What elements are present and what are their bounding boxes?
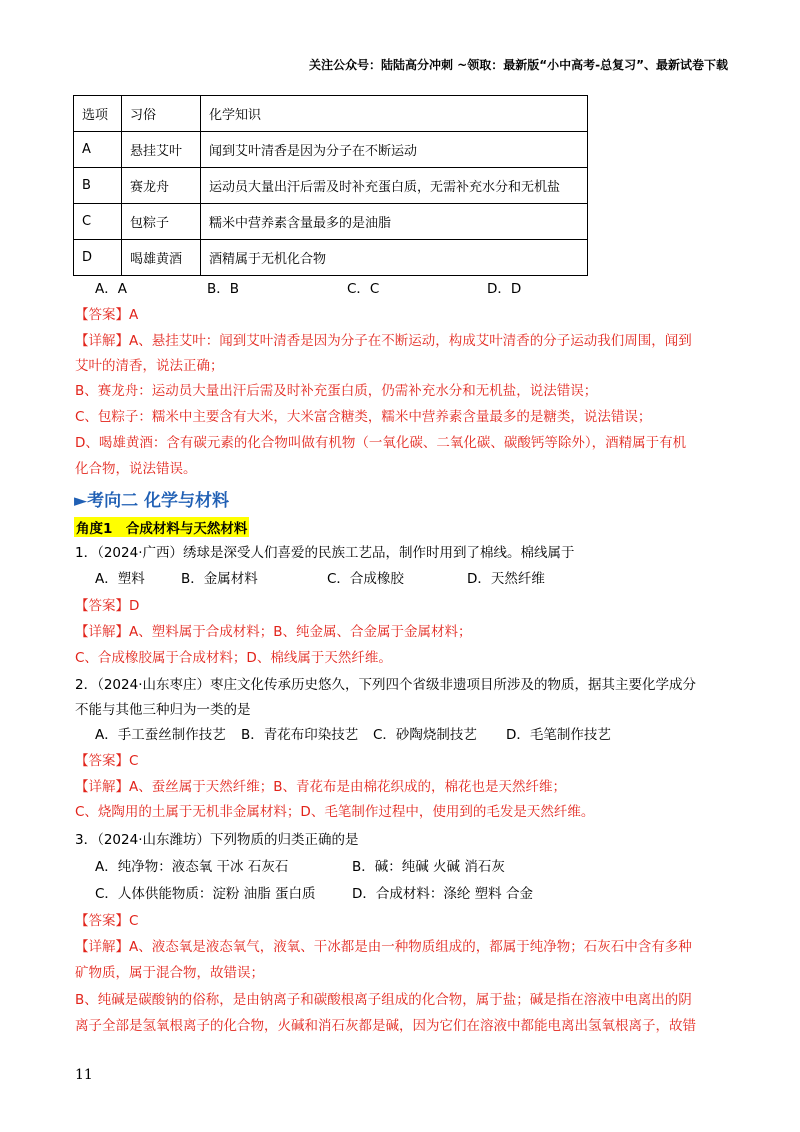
option-b: B．青花布印染技艺 (241, 727, 359, 743)
q0-options (95, 279, 521, 299)
q3-detail-line: 【详解】A、液态氧是液态氧气，液氧、干冰都是由一种物质组成的，都属于纯净物；石灰石中含有多种 (75, 939, 692, 955)
table-cell: 习俗 (122, 96, 201, 132)
table-cell: 闻到艾叶清香是因为分子在不断运动 (201, 132, 588, 168)
q1-detail-line: C、合成橡胶属于合成材料；D、棉线属于天然纤维。 (75, 650, 392, 666)
table-cell: 包粽子 (122, 204, 201, 240)
option-c: C．合成橡胶 (327, 571, 404, 587)
table-cell: C (74, 204, 122, 240)
table-row (74, 204, 588, 240)
option-d: D．合成材料：涤纶 塑料 合金 (352, 886, 533, 902)
q0-detail-line: B、赛龙舟：运动员大量出汗后需及时补充蛋白质，仍需补充水分和无机盐，说法错误； (75, 383, 598, 399)
table-cell: D (74, 240, 122, 276)
option-c: C．C (347, 281, 380, 297)
option-b: B．B (207, 281, 240, 297)
page-number: 11 (75, 1067, 93, 1083)
table-cell: 糯米中营养素含量最多的是油脂 (201, 204, 588, 240)
table-row (74, 168, 588, 204)
table-cell: 喝雄黄酒 (122, 240, 201, 276)
q2-detail-line: 【详解】A、蚕丝属于天然纤维；B、青花布是由棉花织成的，棉花也是天然纤维； (75, 779, 566, 795)
option-d: D．D (487, 281, 522, 297)
option-b: B．金属材料 (181, 571, 258, 587)
table-cell: 运动员大量出汗后需及时补充蛋白质，无需补充水分和无机盐 (201, 168, 588, 204)
q2-detail-line: C、烧陶用的土属于无机非金属材料；D、毛笔制作过程中，使用到的毛发是天然纤维。 (75, 804, 595, 820)
q1-answer: 【答案】D (75, 598, 140, 614)
q3-detail-line: 矿物质，属于混合物，故错误； (75, 965, 264, 981)
q1-stem: 1．（2024·广西）绣球是深受人们喜爱的民族工艺品，制作时用到了棉线。棉线属于 (75, 545, 575, 561)
q0-detail-line: D、喝雄黄酒：含有碳元素的化合物叫做有机物（一氧化碳、二氧化碳、碳酸钙等除外），酒精属于有机 (75, 435, 687, 451)
page-header: 关注公众号：陆陆高分冲刺 ~领取：最新版“小中高考-总复习”、最新试卷下载 (309, 58, 728, 72)
table-cell: 赛龙舟 (122, 168, 201, 204)
table-cell: B (74, 168, 122, 204)
q3-answer: 【答案】C (75, 913, 139, 929)
subsection-title: 角度1 合成材料与天然材料 (74, 517, 249, 537)
q3-options-row (95, 857, 505, 877)
options-table (73, 95, 588, 276)
q0-detail-line: 艾叶的清香，说法正确； (75, 358, 224, 374)
q2-stem-line: 不能与其他三种归为一类的是 (75, 702, 251, 718)
q1-detail-line: 【详解】A、塑料属于合成材料；B、纯金属、合金属于金属材料； (75, 624, 472, 640)
option-a: A．纯净物：液态氧 干冰 石灰石 (95, 859, 289, 875)
option-d: D．毛笔制作技艺 (506, 727, 611, 743)
q0-detail-line: C、包粽子：糯米中主要含有大米，大米富含糖类，糯米中营养素含量最多的是糖类，说法错误； (75, 409, 652, 425)
table-cell: 化学知识 (201, 96, 588, 132)
q2-answer: 【答案】C (75, 753, 139, 769)
table-row (74, 96, 588, 132)
q3-stem: 3．（2024·山东潍坊）下列物质的归类正确的是 (75, 832, 359, 848)
q2-options (95, 725, 611, 745)
table-cell: A (74, 132, 122, 168)
table-row (74, 240, 588, 276)
option-a: A．手工蚕丝制作技艺 (95, 727, 226, 743)
table-cell: 酒精属于无机化合物 (201, 240, 588, 276)
option-b: B．碱：纯碱 火碱 消石灰 (352, 859, 505, 875)
q3-options-row (95, 884, 533, 904)
q0-detail-line: 化合物，说法错误。 (75, 461, 197, 477)
q2-stem-line: 2．（2024·山东枣庄）枣庄文化传承历史悠久，下列四个省级非遗项目所涉及的物质，据其主要化学成分 (75, 677, 696, 693)
option-c: C．人体供能物质：淀粉 油脂 蛋白质 (95, 886, 316, 902)
section-title: ►考向二 化学与材料 (74, 491, 229, 511)
option-a: A．塑料 (95, 571, 145, 587)
table-cell: 悬挂艾叶 (122, 132, 201, 168)
q3-detail-line: B、纯碱是碳酸钠的俗称，是由钠离子和碳酸根离子组成的化合物，属于盐；碱是指在溶液中电离出的阴 (75, 992, 692, 1008)
option-c: C．砂陶烧制技艺 (373, 727, 477, 743)
table-row (74, 132, 588, 168)
q3-detail-line: 离子全部是氢氧根离子的化合物，火碱和消石灰都是碱，因为它们在溶液中都能电离出氢氧根离子，故错 (75, 1018, 696, 1034)
option-a: A．A (95, 281, 127, 297)
table-cell: 选项 (74, 96, 122, 132)
q0-detail-line: 【详解】A、悬挂艾叶：闻到艾叶清香是因为分子在不断运动，构成艾叶清香的分子运动我们周围，闻到 (75, 333, 692, 349)
option-d: D．天然纤维 (467, 571, 545, 587)
q1-options (95, 569, 545, 589)
q0-answer: 【答案】A (75, 307, 139, 323)
